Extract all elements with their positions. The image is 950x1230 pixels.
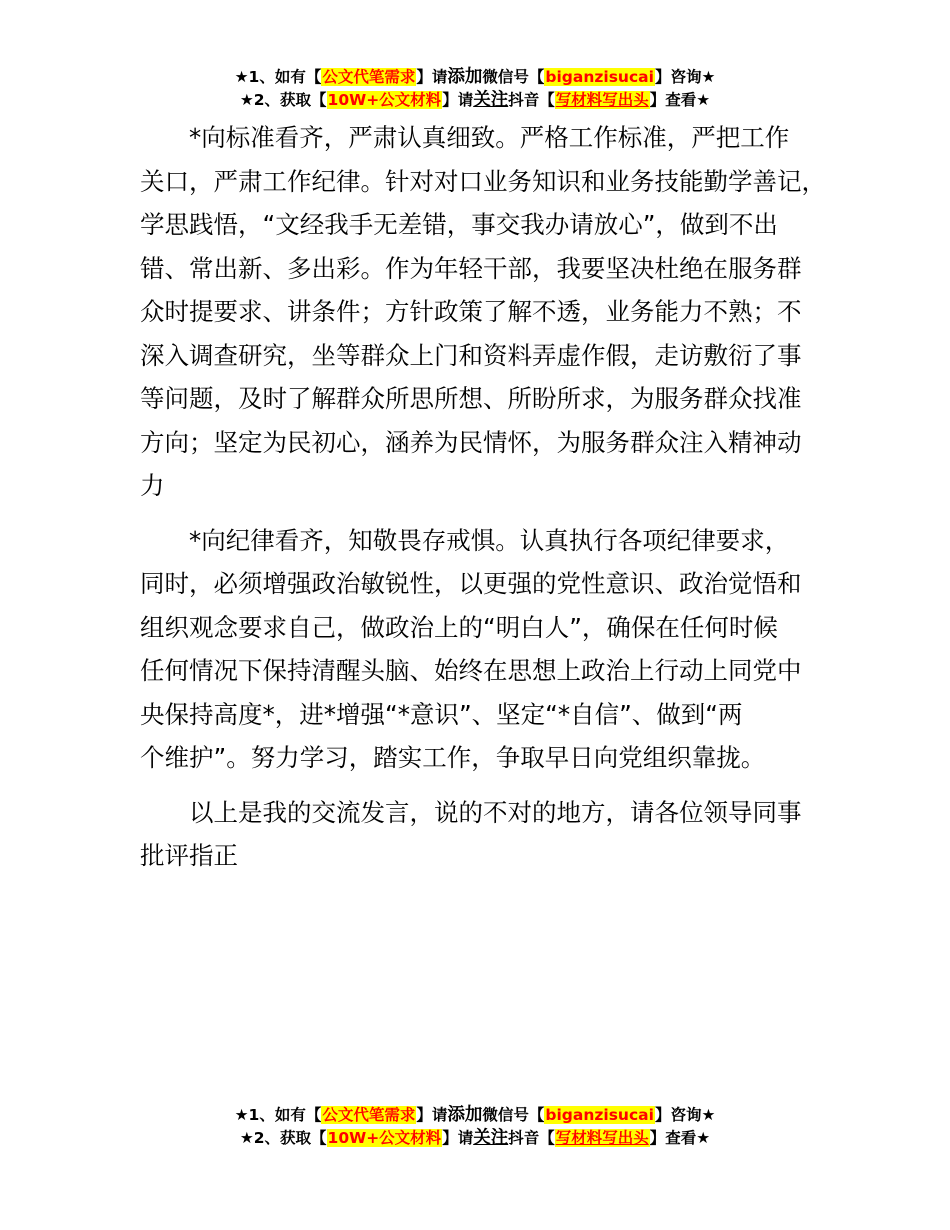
text-line: *向标准看齐，严肃认真细致。严格工作标准，严把工作 [189, 123, 790, 152]
banner-text: 】请 [442, 1129, 474, 1147]
banner-text: 】查看★ [649, 91, 711, 109]
text-line: 深入调查研究，坐等群众上门和资料弄虚作假，走访敷衍了事 [140, 340, 802, 370]
banner-line-1 [0, 1104, 950, 1127]
header-banner [0, 66, 950, 112]
banner-highlight: 公文代笔需求 [322, 68, 416, 86]
banner-text: 】请 [416, 1106, 448, 1124]
banner-emphasis: 关注 [473, 1128, 509, 1148]
banner-highlight: 公文代笔需求 [322, 1106, 416, 1124]
banner-text: 】查看★ [649, 1129, 711, 1147]
banner-text: 微信号【 [482, 68, 545, 86]
banner-highlight: biganzisucai [545, 68, 654, 86]
banner-text: 】请 [442, 91, 474, 109]
banner-emphasis: 添加 [447, 1105, 483, 1125]
banner-highlight: 写材料写出头 [555, 91, 649, 109]
banner-emphasis: 关注 [473, 90, 509, 110]
banner-text: ★2、获取【 [239, 91, 327, 109]
text-line: 央保持高度*，进*增强“*意识”、坚定“*自信”、做到“两 [140, 699, 743, 729]
banner-highlight: 10W+公文材料 [327, 1129, 442, 1147]
text-line: 力 [140, 471, 165, 500]
paragraph-2 [140, 519, 830, 780]
text-line: 组织观念要求自己，做政治上的“明白人”，确保在任何时候 [140, 612, 778, 642]
document-body [140, 116, 830, 889]
banner-line-1 [0, 66, 950, 89]
banner-highlight: 写材料写出头 [555, 1129, 649, 1147]
banner-text: ★1、如有【 [234, 68, 322, 86]
footer-banner [0, 1104, 950, 1150]
banner-text: 抖音【 [508, 91, 555, 109]
text-line: 个维护”。努力学习，踏实工作，争取早日向党组织靠拢。 [140, 743, 766, 772]
banner-text: 抖音【 [508, 1129, 555, 1147]
banner-highlight: 10W+公文材料 [327, 91, 442, 109]
text-line: 等问题，及时了解群众所思所想、所盼所求，为服务群众找准 [140, 384, 802, 413]
banner-line-2 [0, 1127, 950, 1150]
paragraph-3 [140, 791, 830, 878]
banner-text: ★1、如有【 [234, 1106, 322, 1124]
banner-line-2 [0, 89, 950, 112]
text-line: 错、常出新、多出彩。作为年轻干部，我要坚决杜绝在服务群 [140, 253, 802, 283]
text-line: *向纪律看齐，知敬畏存戒惧。认真执行各项纪律要求， [189, 525, 790, 555]
text-line: 方向；坚定为民初心，涵养为民情怀，为服务群众注入精神动 [140, 427, 802, 457]
text-line: 学思践悟，“文经我手无差错，事交我办请放心”，做到不出 [140, 210, 778, 239]
text-line: 任何情况下保持清醒头脑、始终在思想上政治上行动上同党中 [140, 656, 802, 685]
text-line: 批评指正 [140, 841, 238, 870]
banner-text: 】咨询★ [654, 1106, 716, 1124]
banner-text: 微信号【 [482, 1106, 545, 1124]
paragraph-1 [140, 116, 830, 508]
banner-highlight: biganzisucai [545, 1106, 654, 1124]
text-line: 以上是我的交流发言，说的不对的地方，请各位领导同事 [189, 797, 802, 827]
text-line: 众时提要求、讲条件；方针政策了解不透，业务能力不熟；不 [140, 297, 802, 326]
banner-text: 】请 [416, 68, 448, 86]
banner-emphasis: 添加 [447, 67, 483, 87]
text-line: 关口，严肃工作纪律。针对对口业务知识和业务技能勤学善记， [140, 166, 826, 196]
banner-text: ★2、获取【 [239, 1129, 327, 1147]
text-line: 同时，必须增强政治敏锐性，以更强的党性意识、政治觉悟和 [140, 569, 802, 598]
banner-text: 】咨询★ [654, 68, 716, 86]
